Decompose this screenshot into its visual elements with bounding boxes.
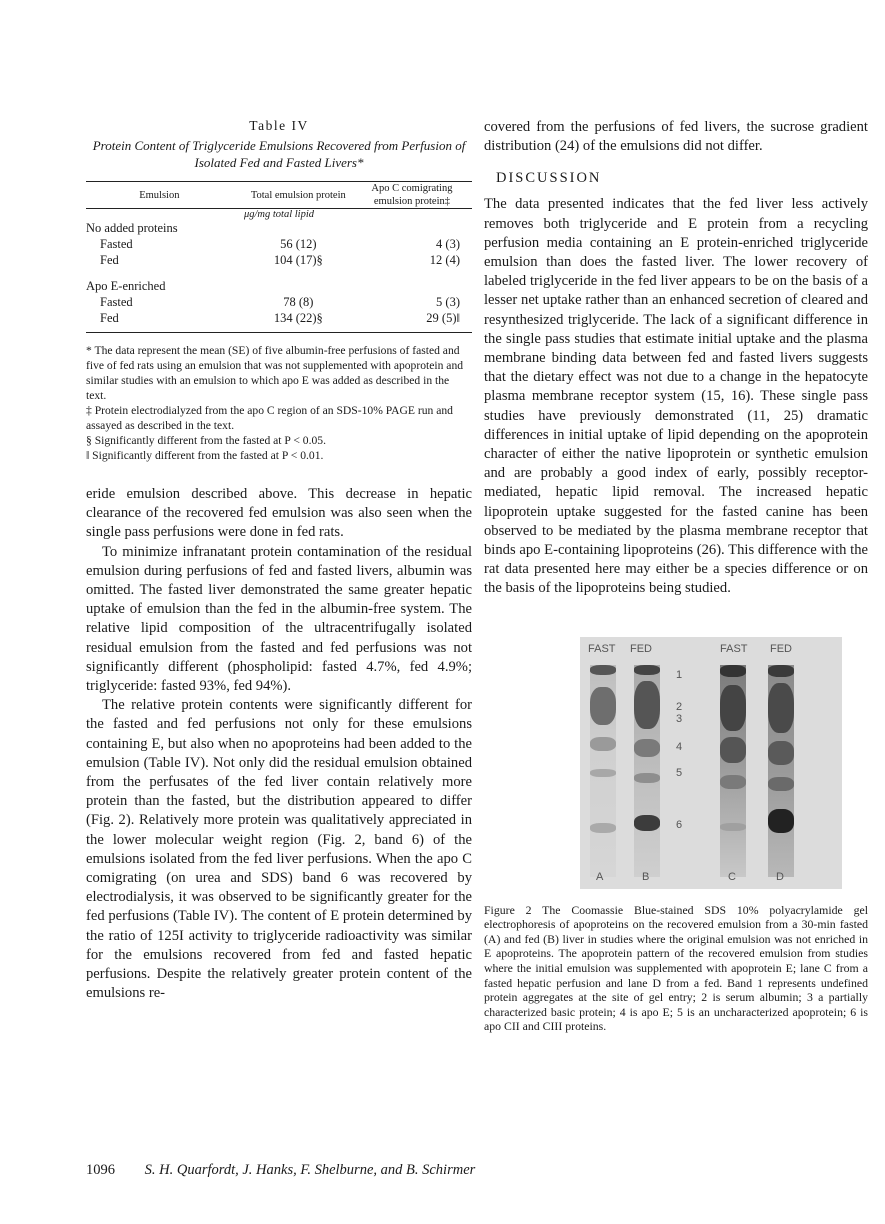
footnote: § Significantly different from the fasted at P < 0.05. <box>86 434 326 447</box>
group-label: No added proteins <box>86 221 178 235</box>
page-footer <box>86 1162 475 1179</box>
band-number: 3 <box>676 712 683 725</box>
lane-bottom-label: A <box>596 870 604 883</box>
gel-figure <box>580 637 842 889</box>
lane-bottom-label: B <box>642 870 650 883</box>
band-number: 1 <box>676 668 683 681</box>
data-table <box>86 181 472 333</box>
left-column <box>86 118 472 1003</box>
units-label: μg/mg total lipid <box>243 209 315 220</box>
table-title: Table IV <box>249 118 309 133</box>
table-subtitle: Protein Content of Triglyceride Emulsions Recovered from Perfusion of Isolated Fed and Fasted Livers* <box>92 138 466 170</box>
paragraph: eride emulsion described above. This decrease in hepatic clearance of the recovered fed emulsion was also seen when the single pass perfusions were done in fed rats. <box>86 486 472 541</box>
figure-caption: Figure 2 The Coomassie Blue-stained SDS 10% polyacrylamide gel electrophoresis of apoproteins on the recovered emulsion from a 30-min fasted (A) and fed (B) liver in studies where the original emulsion was not enriched in E apoproteins. The apoprotein pattern of the recovered emulsion from studies where the initial emulsion was supplemented with apoprotein E; lane C from a fasted hepatic perfusion and lane D from a fed. Band 1 represents undefined protein aggregates at the site of gel entry; 2 is serum albumin; 3 a partially characterized basic protein; 4 is apo E; 5 is an uncharacterized apoprotein; 6 is apo CII and CIII proteins. <box>484 902 868 1034</box>
paragraph: covered from the perfusions of fed livers, the sucrose gradient distribution (24) of the emulsions did not differ. <box>484 119 868 155</box>
paragraph: To minimize infranatant protein contamination of the residual emulsion during perfusions of fed and fasted livers, albumin was omitted. The fasted liver demonstrated the same greater hepatic uptake of emulsion than the fed in the albumin-free system. The relative lipid composition of the ultracentrifugally isolated residual emulsion from the fasted and fed perfusions was not significantly different (phospholipid: fasted 4.7%, fed 4.9%; triglyceride: fasted 93%, fed 94%). <box>86 543 472 695</box>
table-row: Fed 134 (22)§ 29 (5)‖ <box>100 311 460 325</box>
table-footnotes <box>86 343 472 463</box>
section-heading: DISCUSSION <box>496 170 602 187</box>
footnote: ‡ Protein electrodialyzed from the apo C region of an SDS-10% PAGE run and assayed as described in the text. <box>86 404 453 432</box>
right-column <box>484 118 868 1034</box>
band-number: 4 <box>676 740 683 753</box>
gel-lane-a <box>590 665 616 877</box>
lane-top-label: FAST <box>720 642 748 655</box>
lane-bottom-label: D <box>776 870 784 883</box>
group-label: Apo E-enriched <box>86 279 166 293</box>
col-header-total: Total emulsion protein <box>250 189 346 201</box>
table-row: Fed 104 (17)§ 12 (4) <box>100 253 460 267</box>
col-header-apoc: Apo C comigrating emulsion protein‡ <box>371 183 453 207</box>
band-number: 2 <box>676 700 683 713</box>
gel-lane-c <box>720 665 746 877</box>
band-number: 5 <box>676 766 683 779</box>
discussion-text <box>484 195 868 598</box>
footnote: ‖ Significantly different from the fasted at P < 0.01. <box>86 449 324 462</box>
left-body-text <box>86 485 472 1003</box>
table-row: Fasted 78 (8) 5 (3) <box>100 295 460 309</box>
lane-top-label: FED <box>630 642 652 655</box>
gel-lane-b <box>634 665 660 877</box>
col-header-emulsion: Emulsion <box>139 189 180 201</box>
running-authors: S. H. Quarfordt, J. Hanks, F. Shelburne, and B. Schirmer <box>144 1162 476 1178</box>
gel-lane-d <box>768 665 794 877</box>
band-number: 6 <box>676 818 683 831</box>
footnote: * The data represent the mean (SE) of five albumin-free perfusions of fasted and five of fed rats using an emulsion that was not supplemented with apoprotein and similar studies with an emulsion to which apo E was added as described in the text. <box>86 344 464 402</box>
lane-bottom-label: C <box>728 870 736 883</box>
page-number: 1096 <box>86 1162 115 1178</box>
table-row: Fasted 56 (12) 4 (3) <box>100 237 460 251</box>
paragraph: The data presented indicates that the fed liver less actively removes both triglyceride and E protein from a recycling perfusion media containing an E protein-enriched triglyceride emulsion than does the fasted liver. The lower recovery of labeled triglyceride in the fed liver appears to be on the basis of a lesser net uptake rather than an enhanced secretion of cleared and resynthesized triglyceride. The lack of a significant difference in the single pass studies that estimate initial uptake and the plasma membrane binding data between fed and fasted livers suggests that the dietary effect was not due to a change in the hepatocyte plasma membrane receptor system (15, 16). These single pass studies have previously demonstrated (11, 25) dramatic differences in initial uptake of lipid depending on the apoprotein character of either the native lipoprotein or synthetic emulsion and are probably a good index of early, possibly receptor-mediated, hepatic lipid removal. The increased hepatic lipoprotein uptake suggested for the fasted canine has been observed to be mediated by the plasma membrane receptor that binds apo E-containing lipoproteins (26). This difference with the rat data presented here may either be a species difference or on the basis of the lipoproteins being studied. <box>484 196 868 597</box>
lane-top-label: FAST <box>588 642 616 655</box>
lane-top-label: FED <box>770 642 792 655</box>
paragraph: The relative protein contents were significantly different for the fasted and fed perfusions not only for these emulsions containing E, but also when no apoproteins had been added to the emulsion (Table IV). Not only did the residual emulsion obtained from the perfusates of the fed liver contain relatively more protein than the fasted, but the distribution appeared to differ (Fig. 2). Relatively more protein was qualitatively appreciated in the lower molecular weight region (Fig. 2, band 6) of the emulsions isolated from the fed liver perfusions. When the apo C comigrating (on urea and SDS) band 6 was recovered by electrodialysis, it was observed to be significantly greater for the fed perfusions (Table IV). The content of E protein determined by the ratio of 125I activity to triglyceride radioactivity was similar for the emulsions recovered from fed and fasted hepatic perfusions. Despite the relatively greater protein content of the emulsions re- <box>86 697 472 1002</box>
right-body-text <box>484 118 868 156</box>
